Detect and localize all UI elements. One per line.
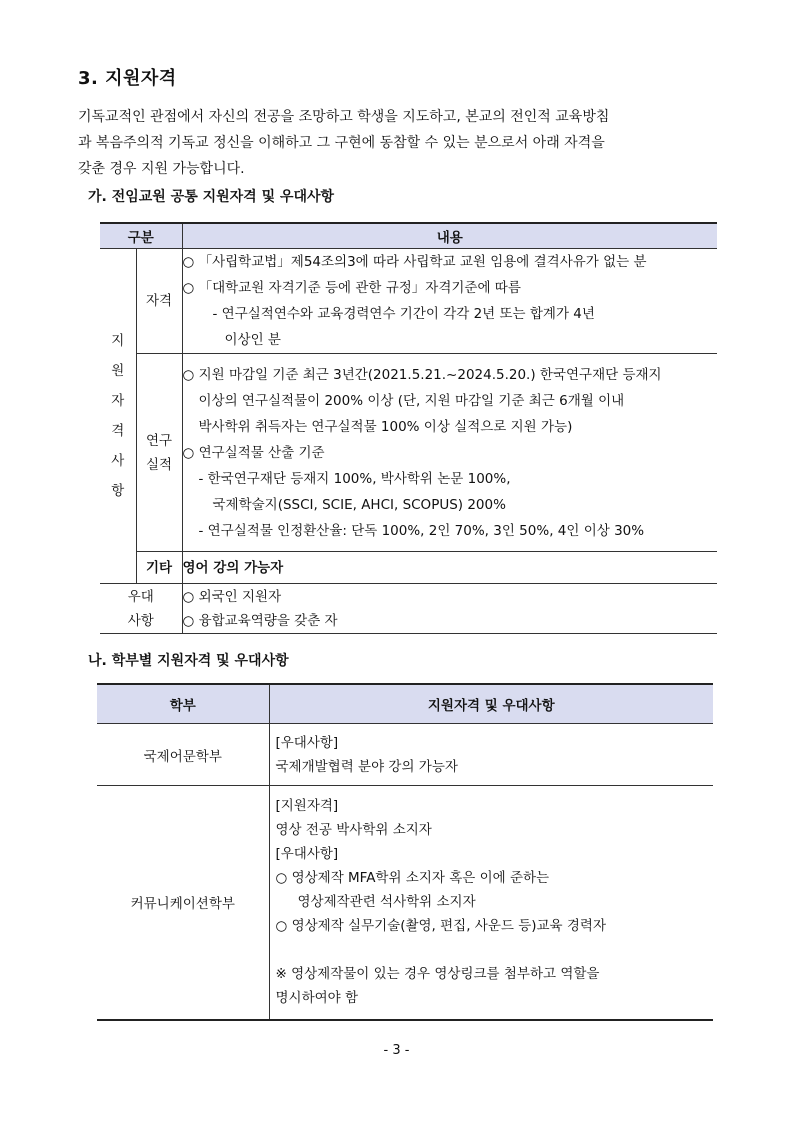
dept-name: 국제어문학부: [97, 724, 269, 786]
dept-content: [우대사항] 국제개발협력 분야 강의 가능자: [269, 724, 713, 786]
intro-paragraph: [78, 104, 718, 182]
table-a-title: 가. 전임교원 공통 지원자격 및 우대사항: [88, 189, 335, 205]
research-content: ○ 지원 마감일 기준 최근 3년간(2021.5.21.~2024.5.20.) 한국연구재단 등재지 이상의 연구실적물이 200% 이상 (단, 지원 마감일 기준 최근 6개월 이내 박사학위 취득자는 연구실적물 100% 이상 실적으로 지원 가능) ○ 연구실적물 산출 기준 - 한국연구재단 등재지 100%, 박사학위 논문 100%, 국제학술지(SSCI, SCIE, AHCI, SCOPUS) 200% - 연구실적물 인정환산율: 단독 100%, 2인 70%, 3인 50%, 4인 이상 30%: [182, 354, 717, 552]
table-row: [97, 724, 713, 786]
group-label: 지 원 자 격 사 항: [100, 249, 136, 584]
department-qualification-table: [97, 683, 713, 1021]
table-row: [97, 786, 713, 1020]
qualification-content: ○ 「사립학교법」제54조의3에 따라 사립학교 교원 임용에 결격사유가 없는 분 ○ 「대학교원 자격기준 등에 관한 규정」자격기준에 따름 - 연구실적연수와 교육경력연수 기간이 각각 2년 또는 합계가 4년 이상인 분: [182, 249, 717, 354]
common-qualification-table: [100, 222, 717, 634]
preference-content: ○ 외국인 지원자 ○ 융합교육역량을 갖춘 자: [182, 584, 717, 634]
header-content: 내용: [182, 223, 717, 249]
etc-label: 기타: [136, 552, 182, 584]
etc-content: 영어 강의 가능자: [182, 552, 717, 584]
section-title: 3. 지원자격: [78, 68, 177, 89]
qualification-label: 자격: [136, 249, 182, 354]
dept-content: [지원자격] 영상 전공 박사학위 소지자 [우대사항] ○ 영상제작 MFA학위 소지자 혹은 이에 준하는 영상제작관련 석사학위 소지자 ○ 영상제작 실무기술(촬영, 편집, 사운드 등)교육 경력자 ※ 영상제작물이 있는 경우 영상링크를 첨부하고 역할을 명시하여야 함: [269, 786, 713, 1020]
research-label: 연구 실적: [136, 354, 182, 552]
table-b-title: 나. 학부별 지원자격 및 우대사항: [88, 653, 289, 669]
intro-line: 기독교적인 관점에서 자신의 전공을 조망하고 학생을 지도하고, 본교의 전인적 교육방침: [78, 109, 610, 125]
intro-line: 갖춘 경우 지원 가능합니다.: [78, 161, 245, 177]
preference-label: 우대 사항: [100, 584, 182, 634]
intro-line: 과 복음주의적 기독교 정신을 이해하고 그 구현에 동참할 수 있는 분으로서 아래 자격을: [78, 135, 605, 151]
dept-name: 커뮤니케이션학부: [97, 786, 269, 1020]
header-dept: 학부: [97, 684, 269, 724]
page-number: - 3 -: [383, 1043, 410, 1058]
header-category: 구분: [100, 223, 182, 249]
header-content: 지원자격 및 우대사항: [269, 684, 713, 724]
